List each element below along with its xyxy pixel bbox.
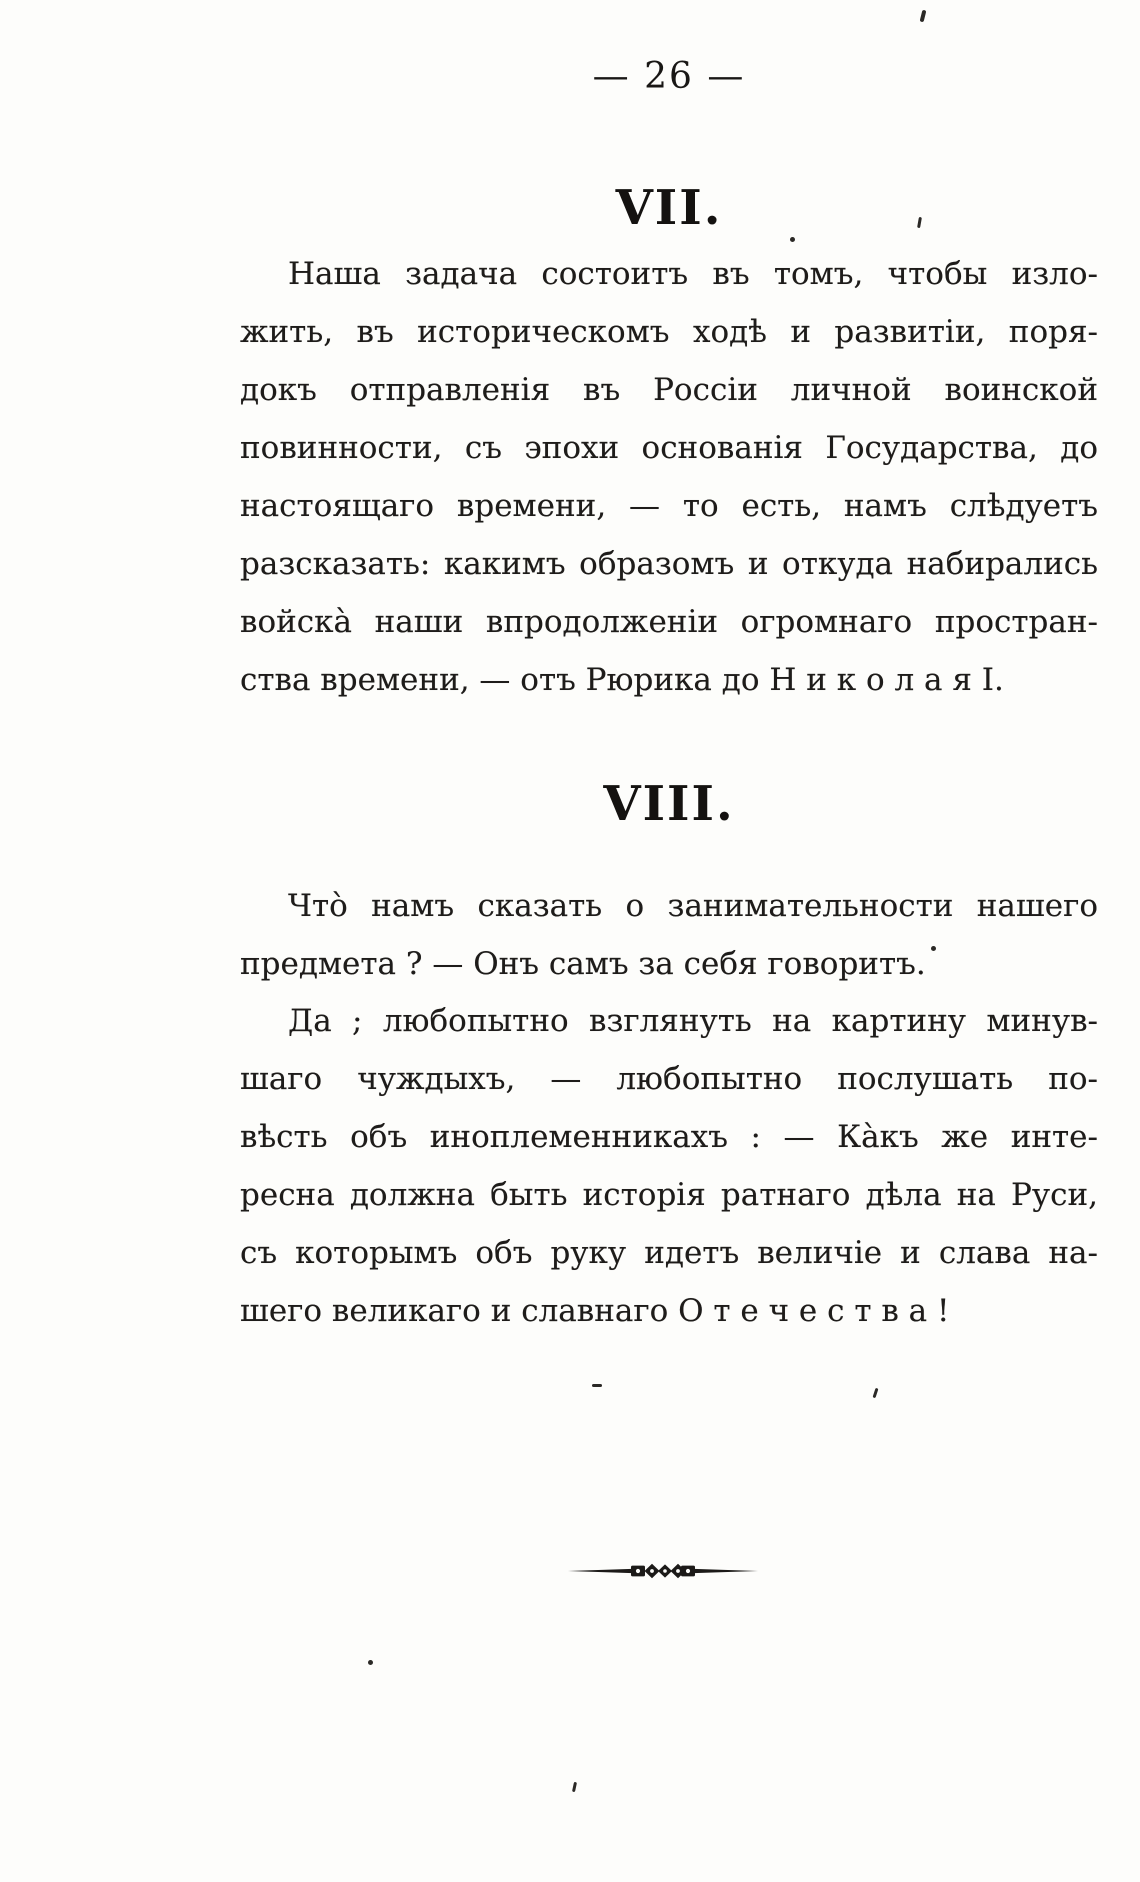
section-vii-heading: VII. — [615, 180, 723, 236]
text-line: Наша задача состоитъ въ томъ, чтобы изло- — [288, 256, 1098, 292]
scan-speck — [920, 10, 927, 23]
text-line: вѣсть объ иноплеменникахъ : — Ка̀къ же инте- — [240, 1119, 1098, 1155]
scan-speck — [931, 946, 936, 951]
text-line: ства времени, — отъ Рюрика до Н и к о л а я I. — [240, 662, 1004, 698]
text-line: предмета ? — Онъ самъ за себя говоритъ. — [240, 946, 926, 982]
text-line: шего великаго и славнаго О т е ч е с т в а ! — [240, 1293, 950, 1329]
text-line: жить, въ историческомъ ходѣ и развитіи, поря- — [240, 314, 1098, 350]
text-line: войска̀ наши впродолженіи огромнаго простран- — [240, 604, 1098, 640]
text-line: докъ отправленія въ Россіи личной воинской — [240, 372, 1098, 408]
text-line: Да ; любопытно взглянуть на картину минув- — [288, 1003, 1098, 1039]
scan-speck — [873, 1388, 879, 1398]
text-line: шаго чуждыхъ, — любопытно послушать по- — [240, 1061, 1098, 1097]
page-number: — 26 — — [592, 56, 746, 97]
text-line: ресна должна быть исторія ратнаго дѣла на Руси, — [240, 1177, 1098, 1213]
section-viii-paragraph-2 — [240, 992, 1098, 1340]
scan-speck — [592, 1384, 602, 1387]
section-viii-paragraph-1 — [240, 877, 1098, 993]
text-line: Что̀ намъ сказать о занимательности нашего — [288, 888, 1098, 924]
tailpiece-ornament-icon — [568, 1562, 758, 1580]
scan-speck — [368, 1660, 373, 1665]
text-line: разсказать: какимъ образомъ и откуда набирались — [240, 546, 1098, 582]
text-line: настоящаго времени, — то есть, намъ слѣдуетъ — [240, 488, 1098, 524]
scan-speck — [790, 237, 795, 242]
section-vii-paragraph — [240, 245, 1098, 709]
text-line: съ которымъ объ руку идетъ величіе и слава на- — [240, 1235, 1098, 1271]
text-line: повинности, съ эпохи основанія Государства, до — [240, 430, 1098, 466]
scan-speck — [572, 1782, 577, 1792]
section-viii-heading: VIII. — [603, 776, 735, 832]
